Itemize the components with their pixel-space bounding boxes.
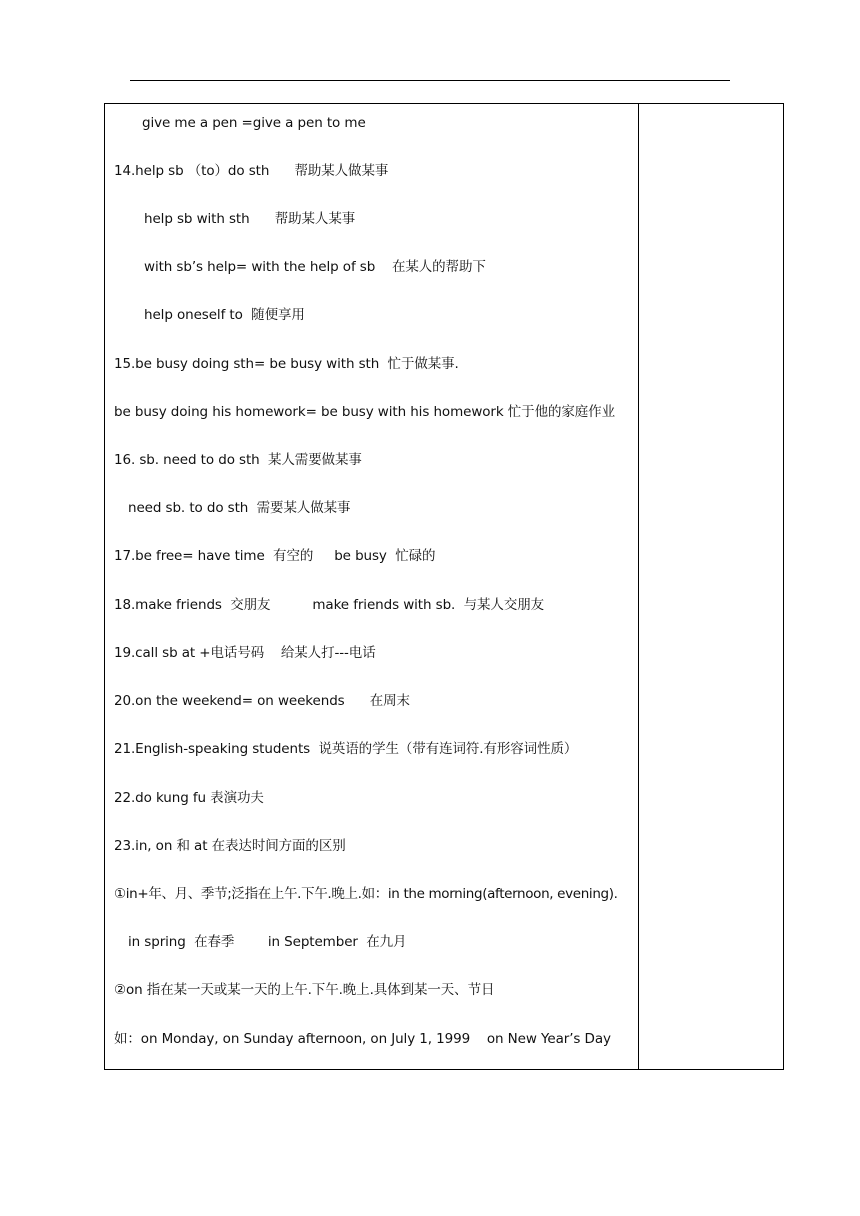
note-line: 14.help sb （to）do sth 帮助某人做某事 [114, 163, 389, 179]
note-line: with sb’s help= with the help of sb 在某人的帮助下 [144, 259, 486, 275]
note-line: give me a pen =give a pen to me [142, 115, 366, 131]
note-line: 16. sb. need to do sth 某人需要做某事 [114, 452, 362, 468]
note-line: ①in+年、月、季节;泛指在上午.下午.晚上.如：in the morning(afternoon, evening). [114, 886, 618, 902]
note-line: 22.do kung fu 表演功夫 [114, 790, 264, 806]
column-divider [638, 104, 639, 1069]
note-line: need sb. to do sth 需要某人做某事 [128, 500, 351, 516]
note-line: help sb with sth 帮助某人某事 [144, 211, 356, 227]
note-line: 23.in, on 和 at 在表达时间方面的区别 [114, 838, 346, 854]
note-line: 17.be free= have time 有空的 be busy 忙碌的 [114, 548, 436, 564]
notes-table [104, 103, 784, 1070]
note-line: be busy doing his homework= be busy with his homework 忙于他的家庭作业 [114, 404, 615, 420]
note-line: help oneself to 随便享用 [144, 307, 305, 323]
note-line: 15.be busy doing sth= be busy with sth 忙于做某事. [114, 356, 459, 372]
note-line: 如：on Monday, on Sunday afternoon, on July 1, 1999 on New Year’s Day [114, 1031, 611, 1047]
header-rule [130, 80, 730, 81]
note-line: 19.call sb at +电话号码 给某人打---电话 [114, 645, 376, 661]
note-line: 18.make friends 交朋友 make friends with sb. 与某人交朋友 [114, 597, 545, 613]
note-line: 20.on the weekend= on weekends 在周末 [114, 693, 410, 709]
note-line: in spring 在春季 in September 在九月 [128, 934, 407, 950]
note-line: ②on 指在某一天或某一天的上午.下午.晚上.具体到某一天、节日 [114, 982, 495, 998]
note-line: 21.English-speaking students 说英语的学生（带有连词符.有形容词性质） [114, 741, 578, 757]
